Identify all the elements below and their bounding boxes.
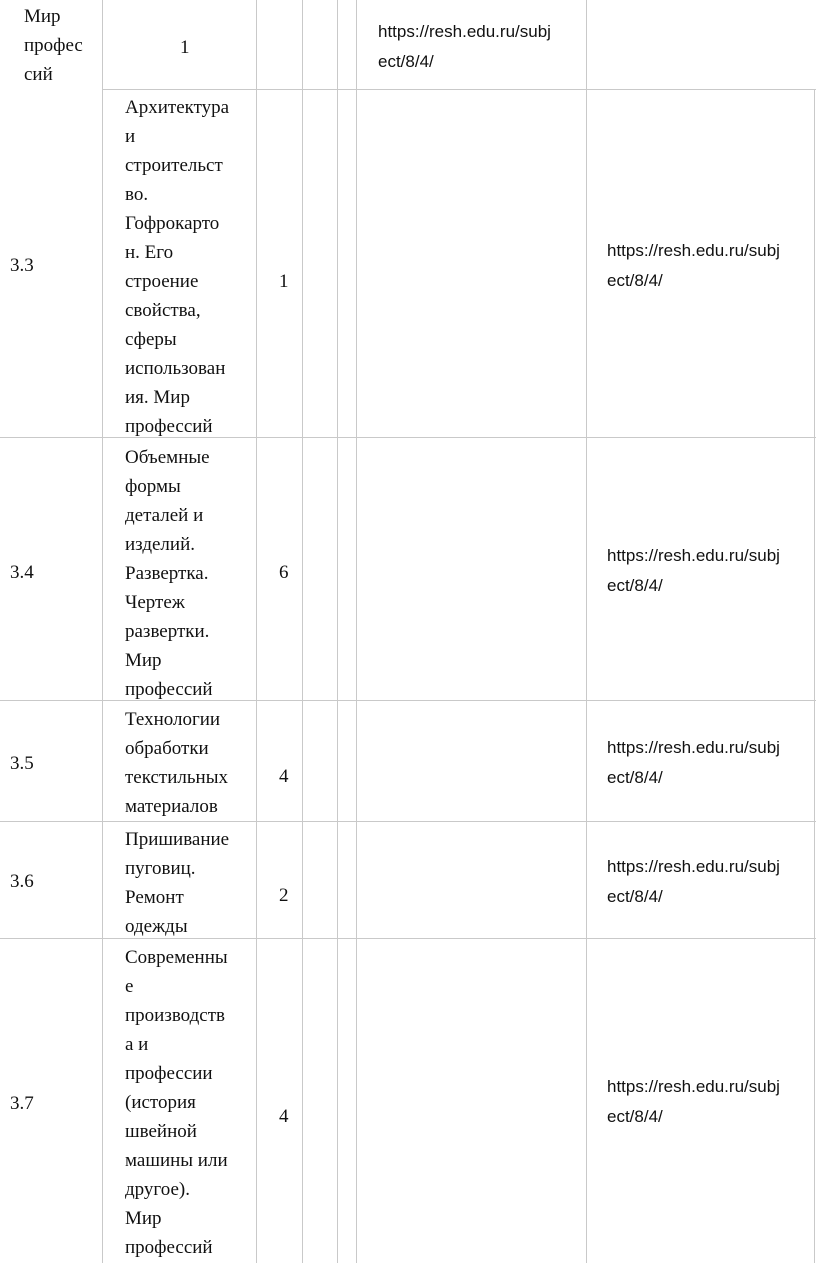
col-divider bbox=[586, 0, 587, 1263]
col-divider bbox=[356, 0, 357, 1263]
col-divider bbox=[256, 0, 257, 1263]
hours-count: 2 bbox=[279, 885, 289, 906]
resource-link[interactable]: https://resh.edu.ru/subj ect/8/4/ bbox=[607, 857, 780, 906]
resource-link[interactable]: https://resh.edu.ru/subj ect/8/4/ bbox=[378, 22, 551, 71]
topic-title: Объемные формы деталей и изделий. Развертка. Чертеж развертки. Мир профессий bbox=[125, 447, 213, 700]
row-divider bbox=[0, 938, 816, 939]
hours-count: 1 bbox=[180, 37, 190, 58]
topic-title: Мир профес сий bbox=[24, 6, 83, 85]
hours-count: 4 bbox=[279, 1106, 289, 1127]
topic-title: Современны е производств а и профессии (история швейной машины или другое). Мир профессий bbox=[125, 947, 228, 1258]
resource-link[interactable]: https://resh.edu.ru/subj ect/8/4/ bbox=[607, 1077, 780, 1126]
topic-title: Архитектура и строительст во. Гофрокарто н. Его строение свойства, сферы использован ия. Мир профессий bbox=[125, 97, 230, 437]
hours-count: 6 bbox=[279, 562, 289, 583]
topic-title: Технологии обработки текстильных материалов bbox=[125, 709, 228, 817]
col-divider bbox=[337, 0, 338, 1263]
row-divider bbox=[102, 89, 816, 90]
col-divider bbox=[814, 90, 815, 1263]
resource-link[interactable]: https://resh.edu.ru/subj ect/8/4/ bbox=[607, 738, 780, 787]
col-divider bbox=[102, 0, 103, 1263]
row-divider bbox=[0, 700, 816, 701]
resource-link[interactable]: https://resh.edu.ru/subj ect/8/4/ bbox=[607, 241, 780, 290]
row-number: 3.7 bbox=[10, 1093, 34, 1114]
col-divider bbox=[302, 0, 303, 1263]
row-divider bbox=[0, 821, 816, 822]
hours-count: 1 bbox=[279, 271, 289, 292]
row-number: 3.5 bbox=[10, 753, 34, 774]
row-number: 3.4 bbox=[10, 562, 34, 583]
row-number: 3.6 bbox=[10, 871, 34, 892]
resource-link[interactable]: https://resh.edu.ru/subj ect/8/4/ bbox=[607, 546, 780, 595]
row-divider bbox=[0, 437, 816, 438]
topic-title: Пришивание пуговиц. Ремонт одежды bbox=[125, 829, 230, 937]
row-number: 3.3 bbox=[10, 255, 34, 276]
hours-count: 4 bbox=[279, 766, 289, 787]
